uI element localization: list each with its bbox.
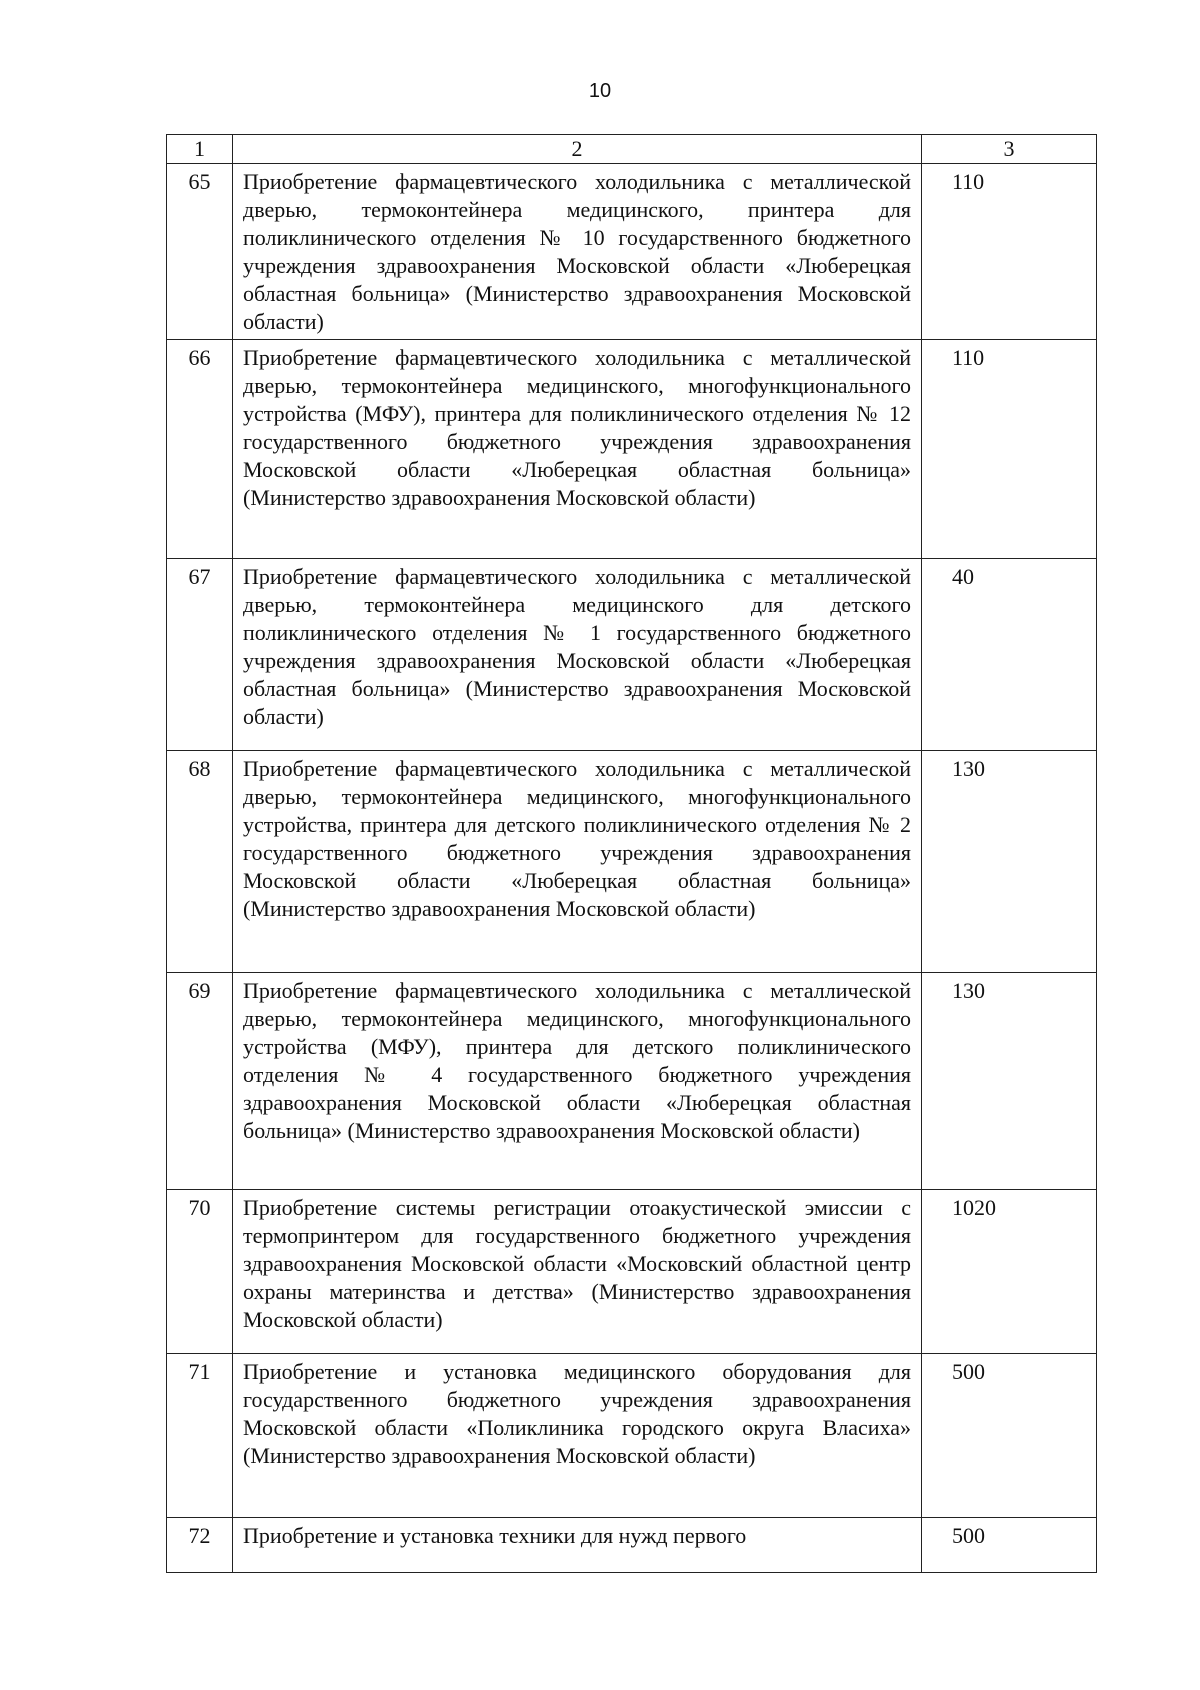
row-description-text: Приобретение системы регистрации отоакустической эмиссии с термопринтером для государственного бюджетного учреждения здравоохранения Московской области «Московский областной центр охраны материнства и детства» (Министерство здравоохранения Московской области): [243, 1195, 911, 1332]
table-header-row: [167, 135, 1097, 164]
row-amount: 500: [922, 1354, 1097, 1518]
row-description: [233, 1190, 922, 1354]
row-number: 68: [167, 751, 233, 973]
header-col-description: 2: [233, 135, 922, 164]
row-number: 65: [167, 164, 233, 340]
row-description-text: Приобретение фармацевтического холодильника с металлической дверью, термоконтейнера медицинского, принтера для поликлинического отделения № 10 государственного бюджетного учреждения здравоохранения Московской области «Люберецкая областная больница» (Министерство здравоохранения Московской области): [243, 169, 911, 334]
row-description-text: Приобретение фармацевтического холодильника с металлической дверью, термоконтейнера медицинского для детского поликлинического отделения № 1 государственного бюджетного учреждения здравоохранения Московской области «Люберецкая областная больница» (Министерство здравоохранения Московской области): [243, 564, 911, 729]
row-amount: 500: [922, 1518, 1097, 1573]
row-description: [233, 164, 922, 340]
row-amount: 40: [922, 559, 1097, 751]
row-amount: 1020: [922, 1190, 1097, 1354]
row-description: [233, 559, 922, 751]
row-description-text: Приобретение фармацевтического холодильника с металлической дверью, термоконтейнера медицинского, многофункционального устройства, принтера для детского поликлинического отделения № 2 государственного бюджетного учреждения здравоохранения Московской области «Люберецкая областная больница» (Министерство здравоохранения Московской области): [243, 756, 911, 921]
table-row: [167, 340, 1097, 559]
table-row: [167, 1518, 1097, 1573]
table-row: [167, 1354, 1097, 1518]
table-row: [167, 559, 1097, 751]
row-description: [233, 751, 922, 973]
table-row: [167, 973, 1097, 1190]
row-description: [233, 340, 922, 559]
row-description: [233, 1354, 922, 1518]
row-description-text: Приобретение и установка медицинского оборудования для государственного бюджетного учреждения здравоохранения Московской области «Поликлиника городского округа Власиха» (Министерство здравоохранения Московской области): [243, 1359, 911, 1468]
table-row: [167, 1190, 1097, 1354]
table-row: [167, 751, 1097, 973]
row-description: [233, 973, 922, 1190]
row-number: 67: [167, 559, 233, 751]
row-description-text: Приобретение фармацевтического холодильника с металлической дверью, термоконтейнера медицинского, многофункционального устройства (МФУ), принтера для поликлинического отделения № 12 государственного бюджетного учреждения здравоохранения Московской области «Люберецкая областная больница» (Министерство здравоохранения Московской области): [243, 345, 911, 510]
row-number: 72: [167, 1518, 233, 1573]
row-description: [233, 1518, 922, 1573]
row-number: 71: [167, 1354, 233, 1518]
row-amount: 130: [922, 973, 1097, 1190]
row-description-text: Приобретение и установка техники для нужд первого: [243, 1523, 747, 1548]
row-amount: 130: [922, 751, 1097, 973]
row-description-text: Приобретение фармацевтического холодильника с металлической дверью, термоконтейнера медицинского, многофункционального устройства (МФУ), принтера для детского поликлинического отделения № 4 государственного бюджетного учреждения здравоохранения Московской области «Люберецкая областная больница» (Министерство здравоохранения Московской области): [243, 978, 911, 1143]
table-row: [167, 164, 1097, 340]
page-number: 10: [588, 80, 612, 102]
row-number: 69: [167, 973, 233, 1190]
budget-table: [166, 134, 1097, 1573]
row-number: 66: [167, 340, 233, 559]
row-number: 70: [167, 1190, 233, 1354]
header-col-number: 1: [167, 135, 233, 164]
row-amount: 110: [922, 340, 1097, 559]
row-amount: 110: [922, 164, 1097, 340]
header-col-amount: 3: [922, 135, 1097, 164]
